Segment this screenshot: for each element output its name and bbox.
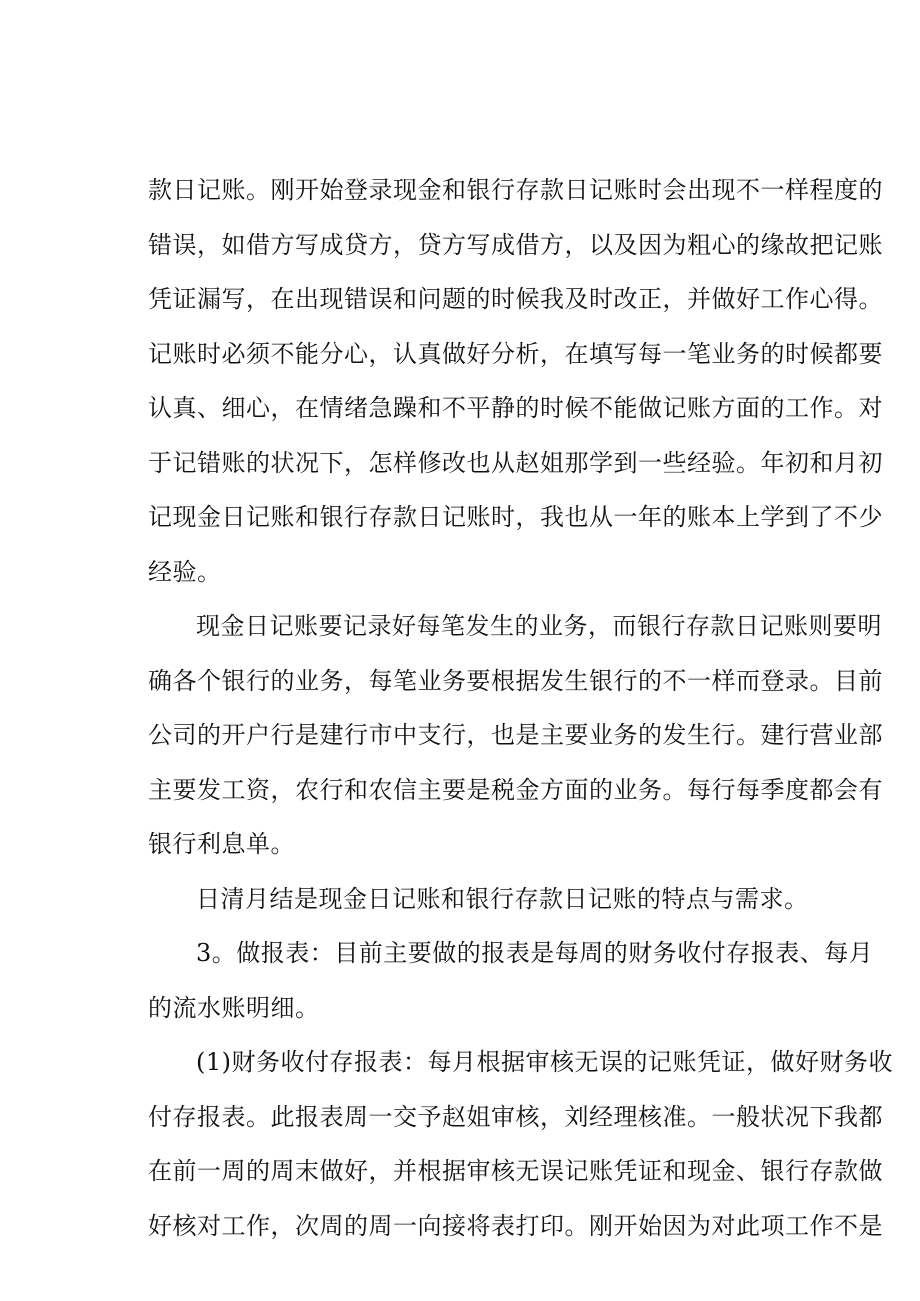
text-line: 在前一周的周末做好，并根据审核无误记账凭证和现金、银行存款做 [148, 1157, 883, 1185]
text-line: 的流水账明细。 [148, 993, 320, 1022]
text-line: 凭证漏写，在出现错误和问题的时候我及时改正，并做好工作心得。 [148, 285, 883, 313]
text-line: 日清月结是现金日记账和银行存款日记账的特点与需求。 [196, 884, 809, 913]
text-line: 好核对工作，次周的周一向接将表打印。刚开始因为对此项工作不是 [148, 1211, 883, 1240]
text-line: 错误，如借方写成贷方，贷方写成借方，以及因为粗心的缘故把记账 [148, 230, 883, 259]
text-line: 认真、细心，在情绪急躁和不平静的时候不能做记账方面的工作。对 [148, 394, 883, 422]
text-line: 公司的开户行是建行市中支行，也是主要业务的发生行。建行营业部 [148, 721, 883, 749]
text-line: 款日记账。刚开始登录现金和银行存款日记账时会出现不一样程度的 [148, 176, 883, 204]
text-line: 现金日记账要记录好每笔发生的业务，而银行存款日记账则要明 [196, 612, 882, 640]
text-line: 3。做报表：目前主要做的报表是每周的财务收付存报表、每月 [196, 939, 874, 967]
text-line: 确各个银行的业务，每笔业务要根据发生银行的不一样而登录。目前 [148, 666, 883, 695]
text-line: 主要发工资，农行和农信主要是税金方面的业务。每行每季度都会有 [148, 775, 883, 804]
text-line: (1)财务收付存报表：每月根据审核无误的记账凭证，做好财务收 [196, 1048, 893, 1076]
body-text [148, 163, 893, 1253]
text-line: 付存报表。此报表周一交予赵姐审核，刘经理核准。一般状况下我都 [148, 1102, 883, 1131]
text-line: 记账时必须不能分心，认真做好分析，在填写每一笔业务的时候都要 [148, 339, 883, 368]
text-line: 经验。 [148, 557, 222, 586]
text-line: 银行利息单。 [148, 830, 295, 858]
text-line: 于记错账的状况下，怎样修改也从赵姐那学到一些经验。年初和月初 [148, 448, 883, 477]
text-line: 记现金日记账和银行存款日记账时，我也从一年的账本上学到了不少 [148, 503, 883, 531]
